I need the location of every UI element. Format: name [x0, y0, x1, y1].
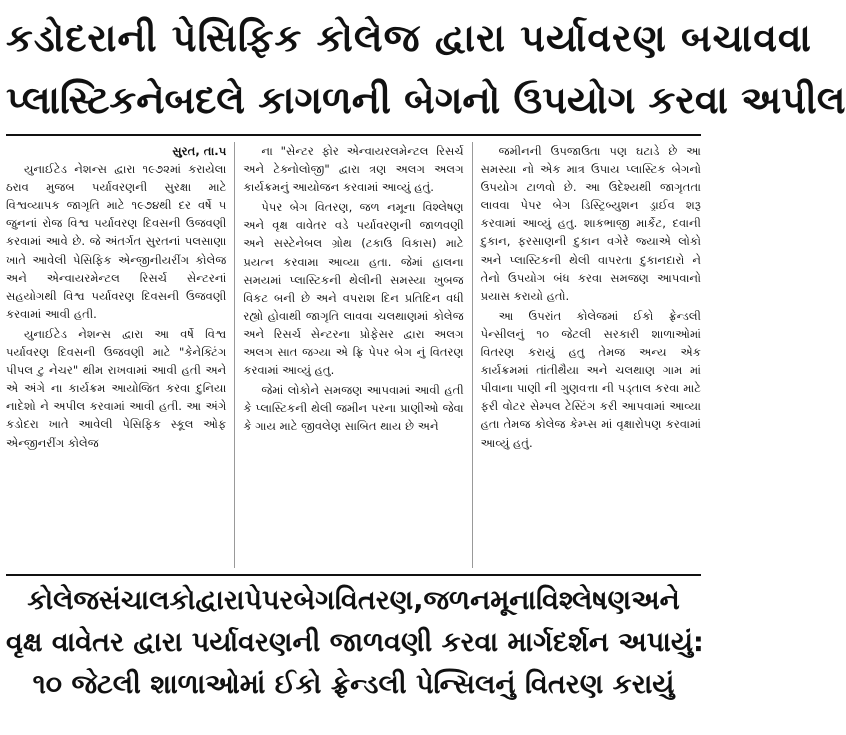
paragraph: ના "સેન્ટર ફોર એન્વાયરલમેન્ટલ રિસર્ચ અને ટેક્નોલોજી" દ્વારા ત્રણ અલગ અલગ કાર્યક્રમનું આયોજન કરવામાં આવ્યું હતું.	[243, 144, 464, 195]
headline-divider	[6, 134, 701, 136]
article-column-2	[243, 142, 463, 568]
headline-line-2: પ્લાસ્ટિકનેબદલે કાગળની બેગનો ઉપયોગ કરવા અપીલ	[6, 78, 846, 122]
subhead-block	[6, 574, 704, 706]
subhead-line-2: વૃક્ષ વાવેતર દ્વારા પર્યાવરણની જાળવણી કરવા માર્ગદર્શન અપાયું:	[6, 627, 704, 658]
paragraph: જેમાં લોકોને સમજણ આપવામાં આવી હતી કે પ્લાસ્ટિકની થેલી જમીન પરના પ્રાણીઓ જેવા કે ગાય માટે જીવલેણ સાબિત થાય છે અને	[243, 383, 464, 434]
paragraph: આ ઉપરાંત કોલેજમાં ઈકો ફ્રેન્ડલી પેન્સીલનું ૧૦ જેટલી સરકારી શાળાઓમાં વિતરણ કરાયું હતુ તેમજ અન્ય એક કાર્યક્રમમાં તાંતીથૈયા અને ચલથાણ ગામ માં પીવાના પાણી ની ગુણવત્તા ની પડ્તાલ કરવા માટે ફરી વોટર સેમ્પલ ટેસ્ટિંગ કરી આપવામાં આવ્યા હતા તેમજ કોલેજ કેમ્પ્સ માં વૃક્ષારોપણ કરવામાં આવ્યું હતું.	[480, 308, 701, 450]
column-divider	[234, 142, 235, 568]
article-body	[6, 142, 701, 568]
paragraph: જમીનની ઉપજાઉતા પણ ઘટાડે છે આ સમસ્યા નો એક માત્ર ઉપાય પ્લાસ્ટિક બેગનો ઉપયોગ ટાળવો છે. આ ઉદેશ્યથી જાગૃતતા લાવવા પેપર બેગ ડિસ્ટ્રિબ્યુશન ડ્રાઈવ શરૂ કરવામાં આવ્યું હતુ. શાકભાજી માર્કેટ, દવાની દુકાન, ફરસાણની દુકાન વગેરે જ્યાએ લોકો અને પ્લાસ્ટિકની થેલી વાપરતા દુકાનદારો ને તેનો ઉપયોગ બંધ કરવા સમજણ આપવાનો પ્રયાસ કરાયો હતો.	[480, 144, 701, 303]
article-column-1	[6, 142, 226, 568]
column-divider	[472, 142, 473, 568]
paragraph: યુનાઈટેડ નેશન્સ દ્વારા આ વર્ષે વિશ્વ પર્યાવરણ દિવસની ઉજવણી માટે "કેનેક્ટિંગ પીપલ ટુ નેચર" થીમ રાખવામાં આવી હતી અને એ અંગે ના કાર્યક્રમ આયોજિત કરવા દુનિયા નાદેશો ને અપીલ કરવામાં આવી હતી. આ અંગે કડોદરા ખાતે આવેલી પેસિફિક સ્કૂલ ઓફ એન્જીનરીંગ કોલેજ	[6, 326, 227, 450]
paragraph: યુનાઈટેડ નેશન્સ દ્વારા ૧૯૭૨માં કરાયેલા ઠરાવ મુજબ પર્યાવરણની સુરક્ષા માટે વિશ્વવ્યાપક જાગૃતિ માટે ૧૯૭૪થી દર વર્ષે ૫ જુનનાં રોજ વિશ્વ પર્યાવરણ દિવસની ઉજવણી કરવામાં આવે છે. જે અંતર્ગત સુરતનાં પલસાણા ખાતે આવેલી પેસિફિક એન્જીનીયરીંગ કોલેજ અને એન્વાયરમેન્ટલ રિસર્ચ સેન્ટરનાં સહયોગથી વિશ્વ પર્યાવરણ દિવસની ઉજવણી કરવામાં આવી હતી.	[6, 162, 227, 321]
article-column-3	[481, 142, 701, 568]
paragraph: પેપર બેગ વિતરણ, જળ નમૂના વિશ્લેષણ અને વૃક્ષ વાવેતર વડે પર્યાવરણની જાળવણી અને સસ્ટેનેબલ ગ્રોથ (ટકાઉ વિકાસ) માટે પ્રયત્ન કરવામા આવ્યા હતા. જેમાં હાલના સમયમાં પ્લાસ્ટિકની થેલીની સમસ્યા ખુબજ વિકટ બની છે અને વપરાશ દિન પ્રતિદિન વધી રહ્યો હોવાથી જાગૃતિ લાવવા ચલથાણમાં કોલેજ અને રિસર્ચ સેન્ટરના પ્રોફેસર દ્વારા અલગ અલગ સાત જગ્યા એ ફ્રિ પેપર બેગ નું વિતરણ કરવામાં આવ્યું હતુ.	[243, 200, 464, 378]
dateline: સુરત, તા.૫	[172, 144, 227, 158]
subhead-line-1: કોલેજસંચાલકોદ્વારાપેપરબેગવિતરણ,જળનમૂનાવિશ્લેષણઅને	[27, 585, 680, 616]
headline-line-1: કડોદરાની પેસિફિક કોલેજ દ્વારા પર્યાવરણ બચાવવા	[6, 16, 812, 60]
newspaper-clipping	[0, 10, 846, 735]
subhead-line-3: ૧૦ જેટલી શાળાઓમાં ઈકો ફ્રેન્ડલી પેન્સિલનું વિતરણ કરાયું	[32, 669, 675, 700]
